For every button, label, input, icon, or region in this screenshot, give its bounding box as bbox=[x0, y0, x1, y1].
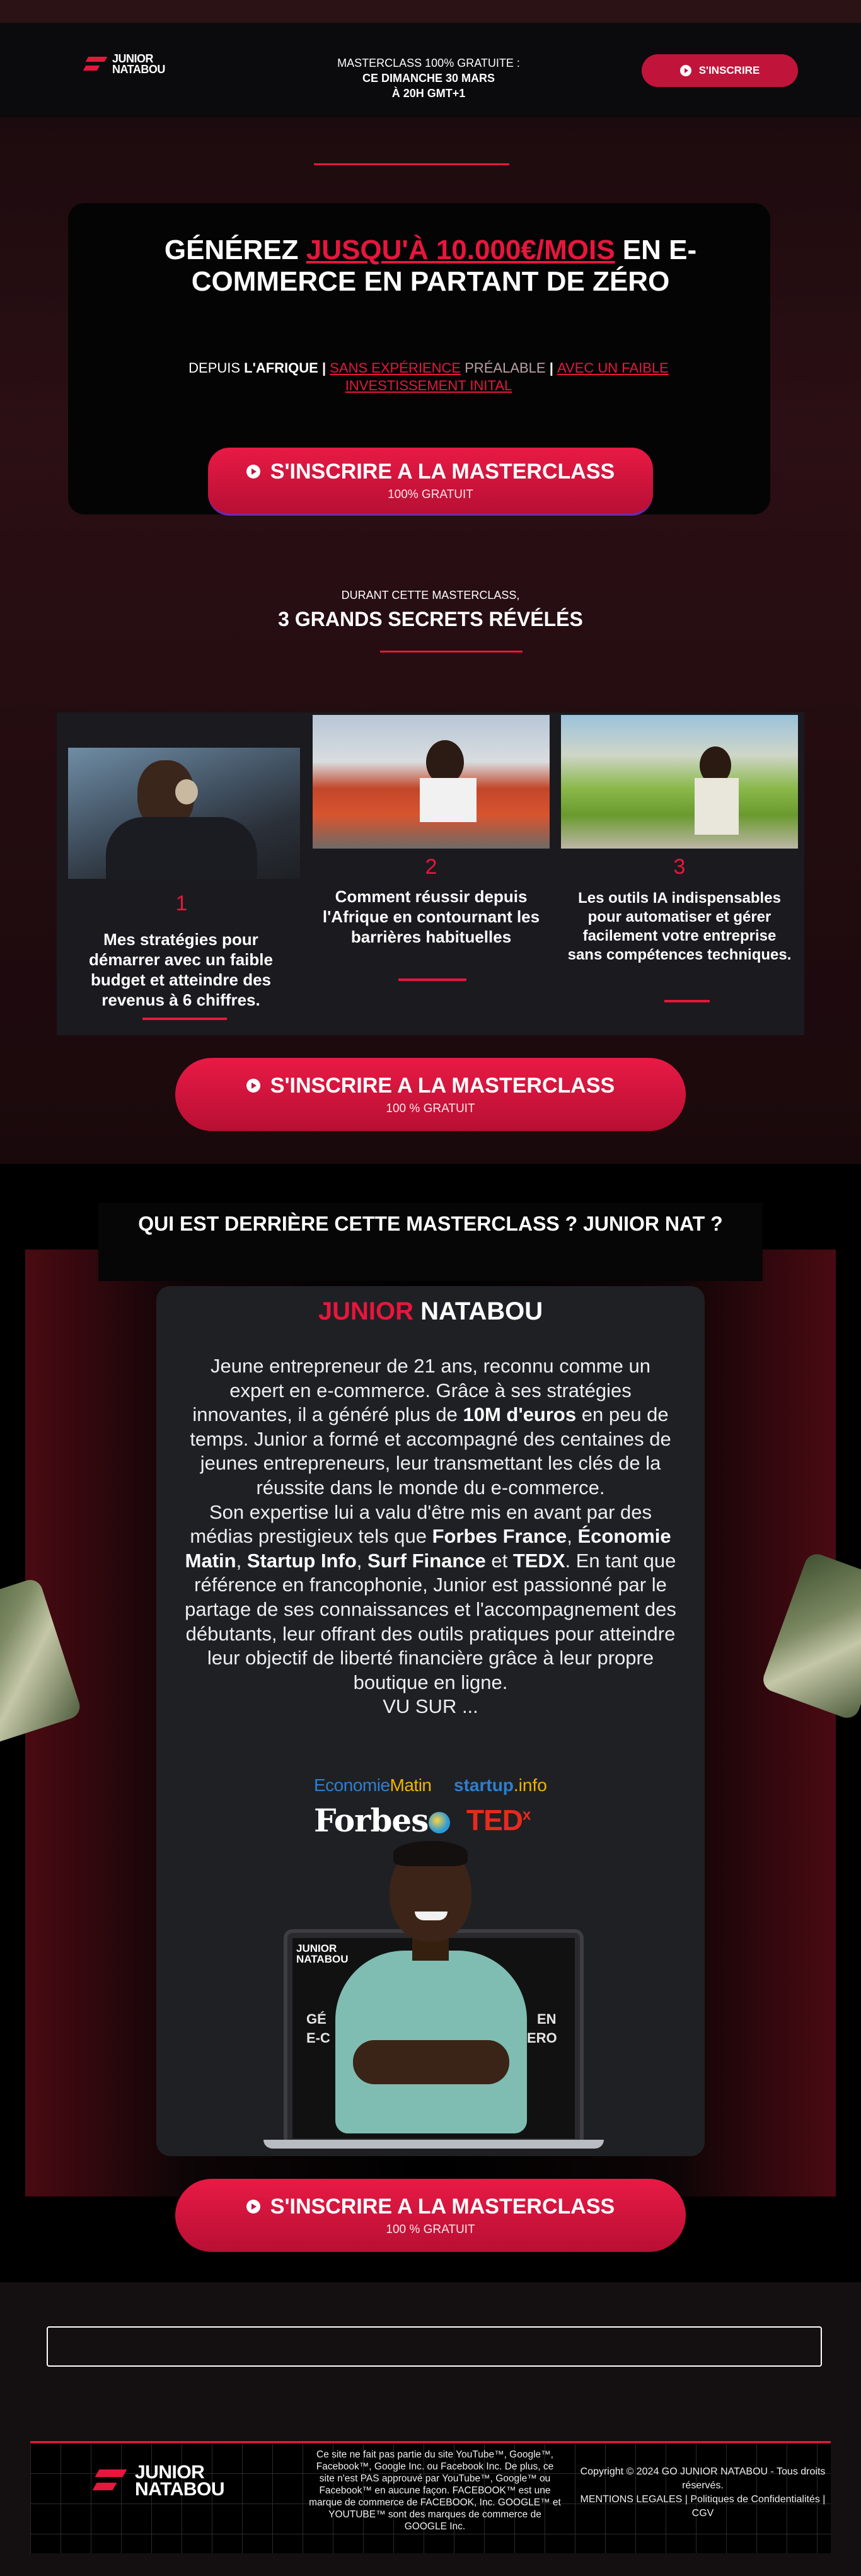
bio-text: Jeune entrepreneur de 21 ans, reconnu comme un expert en e-commerce. Grâce à ses stratégies innovantes, il a généré plus de 10M d'euros en peu de temps. Junior a formé et accompagné des centaines de jeunes entrepreneurs, leur transmettant les clés de la réussite dans le monde du e-commerce. Son expertise lui a valu d'être mis en avant par des médias prestigieux tels que Forbes France, Économie Matin, Startup Info, Surf Finance et TEDX. En tant que référence en francophonie, Junior est passionné par le partage de ses connaissances et l'accompagnement des débutants, leur offrant des outils pratiques pour atteindre leur objectif de liberté financière grâce à leur propre boutique en ligne. VU SUR ... bbox=[185, 1355, 676, 1718]
card-2-underline bbox=[398, 978, 466, 981]
card-3-underline bbox=[664, 1000, 710, 1002]
card-2-image bbox=[313, 715, 550, 849]
laptop-screen-text: E-C bbox=[306, 2030, 330, 2046]
secrets-signup-button[interactable]: S'INSCRIRE A LA MASTERCLASS 100 % GRATUIT bbox=[175, 1058, 686, 1131]
press-logos bbox=[303, 1769, 555, 1838]
copyright: Copyright © 2024 GO JUNIOR NATABOU - Tous droits réservés. bbox=[580, 2466, 826, 2491]
footer-links: Copyright © 2024 GO JUNIOR NATABOU - Tous droits réservés. MENTIONS LEGALES | Politiques de Confidentialités | CGV bbox=[580, 2466, 826, 2519]
card-2-number: 2 bbox=[425, 855, 437, 879]
card-1-text: Mes stratégies pour démarrer avec un faible budget et atteindre des revenus à 6 chiffres. bbox=[89, 930, 273, 1009]
tedx-logo: TED$^x$ bbox=[466, 1804, 531, 1836]
forbes-logo: Forbes bbox=[314, 1802, 429, 1839]
economie-matin-logo: EconomieMatin bbox=[314, 1775, 432, 1795]
play-circle-icon bbox=[246, 2200, 260, 2213]
secrets-divider bbox=[380, 651, 523, 653]
play-circle-icon bbox=[680, 65, 691, 76]
header-logo[interactable] bbox=[84, 53, 165, 76]
hero-divider bbox=[314, 163, 509, 165]
footer-disclaimer: Ce site ne fait pas partie du site YouTube™, Google™, Facebook™, Google Inc. ou Facebook Inc. De plus, ce site n'est PAS approuvé par YouTube™, Google™ ou Facebook™ en aucune façon. FACEBOOK™ est une marque de commerce de FACEBOOK, Inc. GOOGLE™ et YOUTUBE™ sont des marques de commerce de GOOGLE Inc. bbox=[309, 2449, 561, 2532]
hero-title: GÉNÉREZ JUSQU'À 10.000€/MOIS EN E-COMMERCE EN PARTANT DE ZÉRO bbox=[164, 235, 697, 297]
embed-frame[interactable] bbox=[47, 2326, 822, 2367]
play-circle-icon bbox=[246, 1079, 260, 1093]
bio-name: JUNIOR NATABOU bbox=[318, 1297, 543, 1325]
logo-text: JUNIOR NATABOU bbox=[112, 52, 165, 76]
card-1-number: 1 bbox=[175, 891, 188, 915]
card-1-image bbox=[68, 748, 300, 879]
play-circle-icon bbox=[246, 465, 260, 479]
startup-info-logo: startup.info bbox=[454, 1775, 547, 1795]
card-1-underline bbox=[142, 1018, 227, 1020]
legal-link[interactable]: MENTIONS LEGALES bbox=[580, 2494, 683, 2505]
card-2-text: Comment réussir depuis l'Afrique en contournant les barrières habituelles bbox=[322, 887, 540, 946]
laptop-screen-text: EN bbox=[537, 2011, 557, 2027]
header-announcement: MASTERCLASS 100% GRATUITE : CE DIMANCHE 30 MARS À 20H GMT+1 bbox=[337, 57, 520, 100]
footer-logo[interactable]: JUNIOR NATABOU bbox=[95, 2464, 224, 2498]
secrets-intro: DURANT CETTE MASTERCLASS, bbox=[341, 589, 520, 601]
surf-finance-icon bbox=[429, 1812, 450, 1833]
hero-signup-button[interactable]: S'INSCRIRE A LA MASTERCLASS 100% GRATUIT bbox=[208, 448, 653, 516]
laptop-screen-text: GÉ bbox=[306, 2011, 326, 2027]
laptop-base bbox=[263, 2140, 604, 2149]
card-3-image bbox=[561, 715, 798, 849]
privacy-link[interactable]: Politiques de Confidentialités bbox=[690, 2494, 820, 2505]
header-signup-button[interactable]: S'INSCRIRE bbox=[642, 54, 798, 87]
top-strip bbox=[0, 0, 861, 23]
cgv-link[interactable]: CGV bbox=[691, 2508, 714, 2519]
about-signup-button[interactable]: S'INSCRIRE A LA MASTERCLASS 100 % GRATUIT bbox=[175, 2179, 686, 2252]
hero-subtitle: DEPUIS L'AFRIQUE | SANS EXPÉRIENCE PRÉALABLE | AVEC UN FAIBLE INVESTISSEMENT INITAL bbox=[188, 360, 669, 393]
laptop-screen-text: ERO bbox=[527, 2030, 557, 2046]
laptop-screen-logo: JUNIOR NATABOU bbox=[296, 1942, 349, 1965]
secrets-title: 3 GRANDS SECRETS RÉVÉLÉS bbox=[278, 608, 583, 630]
about-title: QUI EST DERRIÈRE CETTE MASTERCLASS ? JUNIOR NAT ? bbox=[138, 1212, 723, 1235]
logo-mark-icon bbox=[84, 53, 108, 76]
card-3-number: 3 bbox=[673, 855, 686, 879]
card-3-text: Les outils IA indispensables pour automatiser et gérer facilement votre entreprise sans compétences techniques. bbox=[567, 890, 792, 963]
logo-mark-icon bbox=[95, 2464, 130, 2498]
